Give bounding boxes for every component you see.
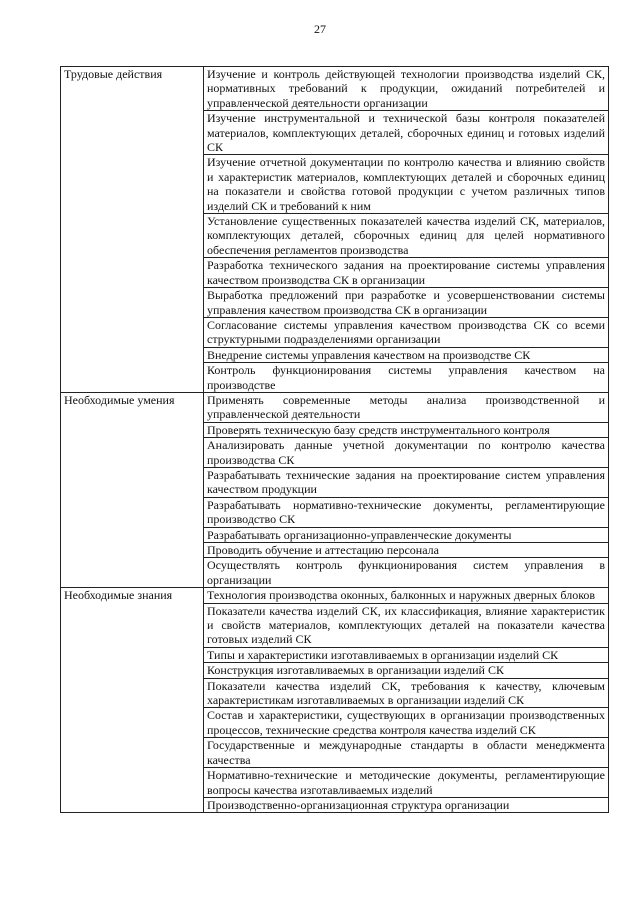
table-cell: Изучение и контроль действующей технологии производства изделий СК, нормативных требований к продукции, ожиданий потребителей и управленческой деятельности организации <box>204 67 609 111</box>
table-row <box>61 392 609 422</box>
table-cell: Контроль функционирования системы управления качеством на производстве <box>204 363 609 393</box>
table-cell: Проверять техническую базу средств инструментального контроля <box>204 422 609 437</box>
table-cell: Применять современные методы анализа производственной и управленческой деятельности <box>204 392 609 422</box>
table-cell: Производственно-организационная структура организации <box>204 797 609 812</box>
table-cell: Состав и характеристики, существующих в организации производственных процессов, технические средства контроля качества изделий СК <box>204 708 609 738</box>
table-cell: Технология производства оконных, балконных и наружных дверных блоков <box>204 588 609 603</box>
table-row <box>61 588 609 603</box>
section-label: Трудовые действия <box>61 67 204 393</box>
table-cell: Разрабатывать технические задания на проектирование систем управления качеством продукции <box>204 467 609 497</box>
table-cell: Разрабатывать организационно-управленческие документы <box>204 527 609 542</box>
table-cell: Изучение отчетной документации по контролю качества и влиянию свойств и характеристик материалов, комплектующих деталей и сборочных единиц на показатели и свойства готовой продукции с учетом различных типов изделий СК и требований к ним <box>204 155 609 214</box>
table-cell: Согласование системы управления качеством производства СК со всеми структурными подразделениями организации <box>204 317 609 347</box>
section-label: Необходимые умения <box>61 392 204 587</box>
table-row <box>61 67 609 111</box>
table-cell: Внедрение системы управления качеством на производстве СК <box>204 347 609 362</box>
table-cell: Выработка предложений при разработке и усовершенствовании системы управления качеством производства СК в организации <box>204 288 609 318</box>
table-cell: Изучение инструментальной и технической базы контроля показателей материалов, комплектующих деталей, сборочных единиц и готовых изделий СК <box>204 111 609 155</box>
table-cell: Показатели качества изделий СК, их классификация, влияние характеристик и свойств материалов, комплектующих деталей на показатели качества готовых изделий СК <box>204 603 609 647</box>
table-cell: Типы и характеристики изготавливаемых в организации изделий СК <box>204 647 609 662</box>
table-cell: Конструкция изготавливаемых в организации изделий СК <box>204 663 609 678</box>
table-cell: Разрабатывать нормативно-технические документы, регламентирующие производство СК <box>204 497 609 527</box>
page-number: 27 <box>314 22 326 36</box>
section-label: Необходимые знания <box>61 588 204 813</box>
requirements-table <box>60 66 609 813</box>
table-cell: Государственные и международные стандарты в области менеджмента качества <box>204 738 609 768</box>
table-cell: Осуществлять контроль функционирования систем управления в организации <box>204 558 609 588</box>
table-cell: Разработка технического задания на проектирование системы управления качеством производства СК в организации <box>204 258 609 288</box>
table-cell: Установление существенных показателей качества изделий СК, материалов, комплектующих деталей, сборочных единиц для целей нормативного обеспечения регламентов производства <box>204 214 609 258</box>
table-cell: Анализировать данные учетной документации по контролю качества производства СК <box>204 438 609 468</box>
table-cell: Проводить обучение и аттестацию персонала <box>204 543 609 558</box>
table-cell: Показатели качества изделий СК, требования к качеству, ключевым характеристикам изготавливаемых в организации изделий СК <box>204 678 609 708</box>
table-cell: Нормативно-технические и методические документы, регламентирующие вопросы качества изготавливаемых изделий <box>204 768 609 798</box>
